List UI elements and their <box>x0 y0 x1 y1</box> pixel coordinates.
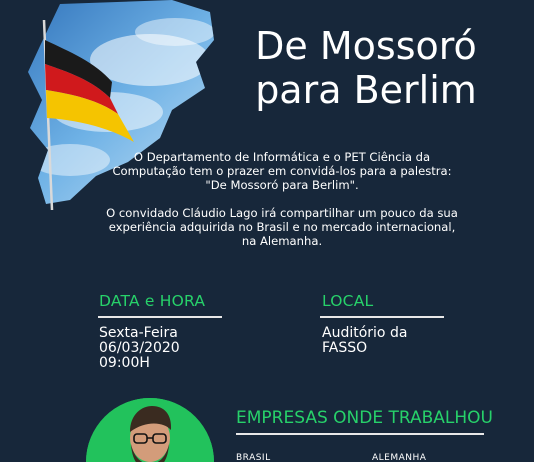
speaker-photo-icon <box>86 398 214 462</box>
description-line: O Departamento de Informática e o PET Ciência da <box>133 150 431 164</box>
location-divider <box>320 316 444 318</box>
companies-divider <box>236 433 484 435</box>
description-paragraph-1 <box>96 150 468 192</box>
location-line-1: Auditório da <box>322 325 408 341</box>
event-title <box>236 24 496 112</box>
companies-heading: EMPRESAS ONDE TRABALHOU <box>236 408 493 428</box>
companies-alemanha-label: ALEMANHA <box>372 453 427 462</box>
event-description <box>96 150 468 248</box>
companies-brasil-label: BRASIL <box>236 453 271 462</box>
description-line: "De Mossoró para Berlim". <box>205 178 359 192</box>
date-time-heading: DATA e HORA <box>99 292 206 310</box>
location-heading: LOCAL <box>322 292 374 310</box>
description-paragraph-2 <box>96 206 468 248</box>
title-line-1: De Mossoró <box>255 24 477 68</box>
speaker-avatar <box>86 398 214 462</box>
title-line-2: para Berlim <box>255 68 477 112</box>
description-line: Computação tem o prazer em convidá-los para a palestra: <box>112 164 452 178</box>
event-time: 09:00H <box>99 355 150 371</box>
location-line-2: FASSO <box>322 340 368 356</box>
event-day: Sexta-Feira <box>99 325 178 341</box>
description-line: experiência adquirida no Brasil e no mercado internacional, <box>108 220 456 234</box>
location-info <box>322 326 407 356</box>
event-date: 06/03/2020 <box>99 340 180 356</box>
description-line: na Alemanha. <box>241 234 323 248</box>
date-divider <box>98 316 222 318</box>
description-line: O convidado Cláudio Lago irá compartilhar um pouco da sua <box>106 206 458 220</box>
date-time-info <box>99 326 180 371</box>
